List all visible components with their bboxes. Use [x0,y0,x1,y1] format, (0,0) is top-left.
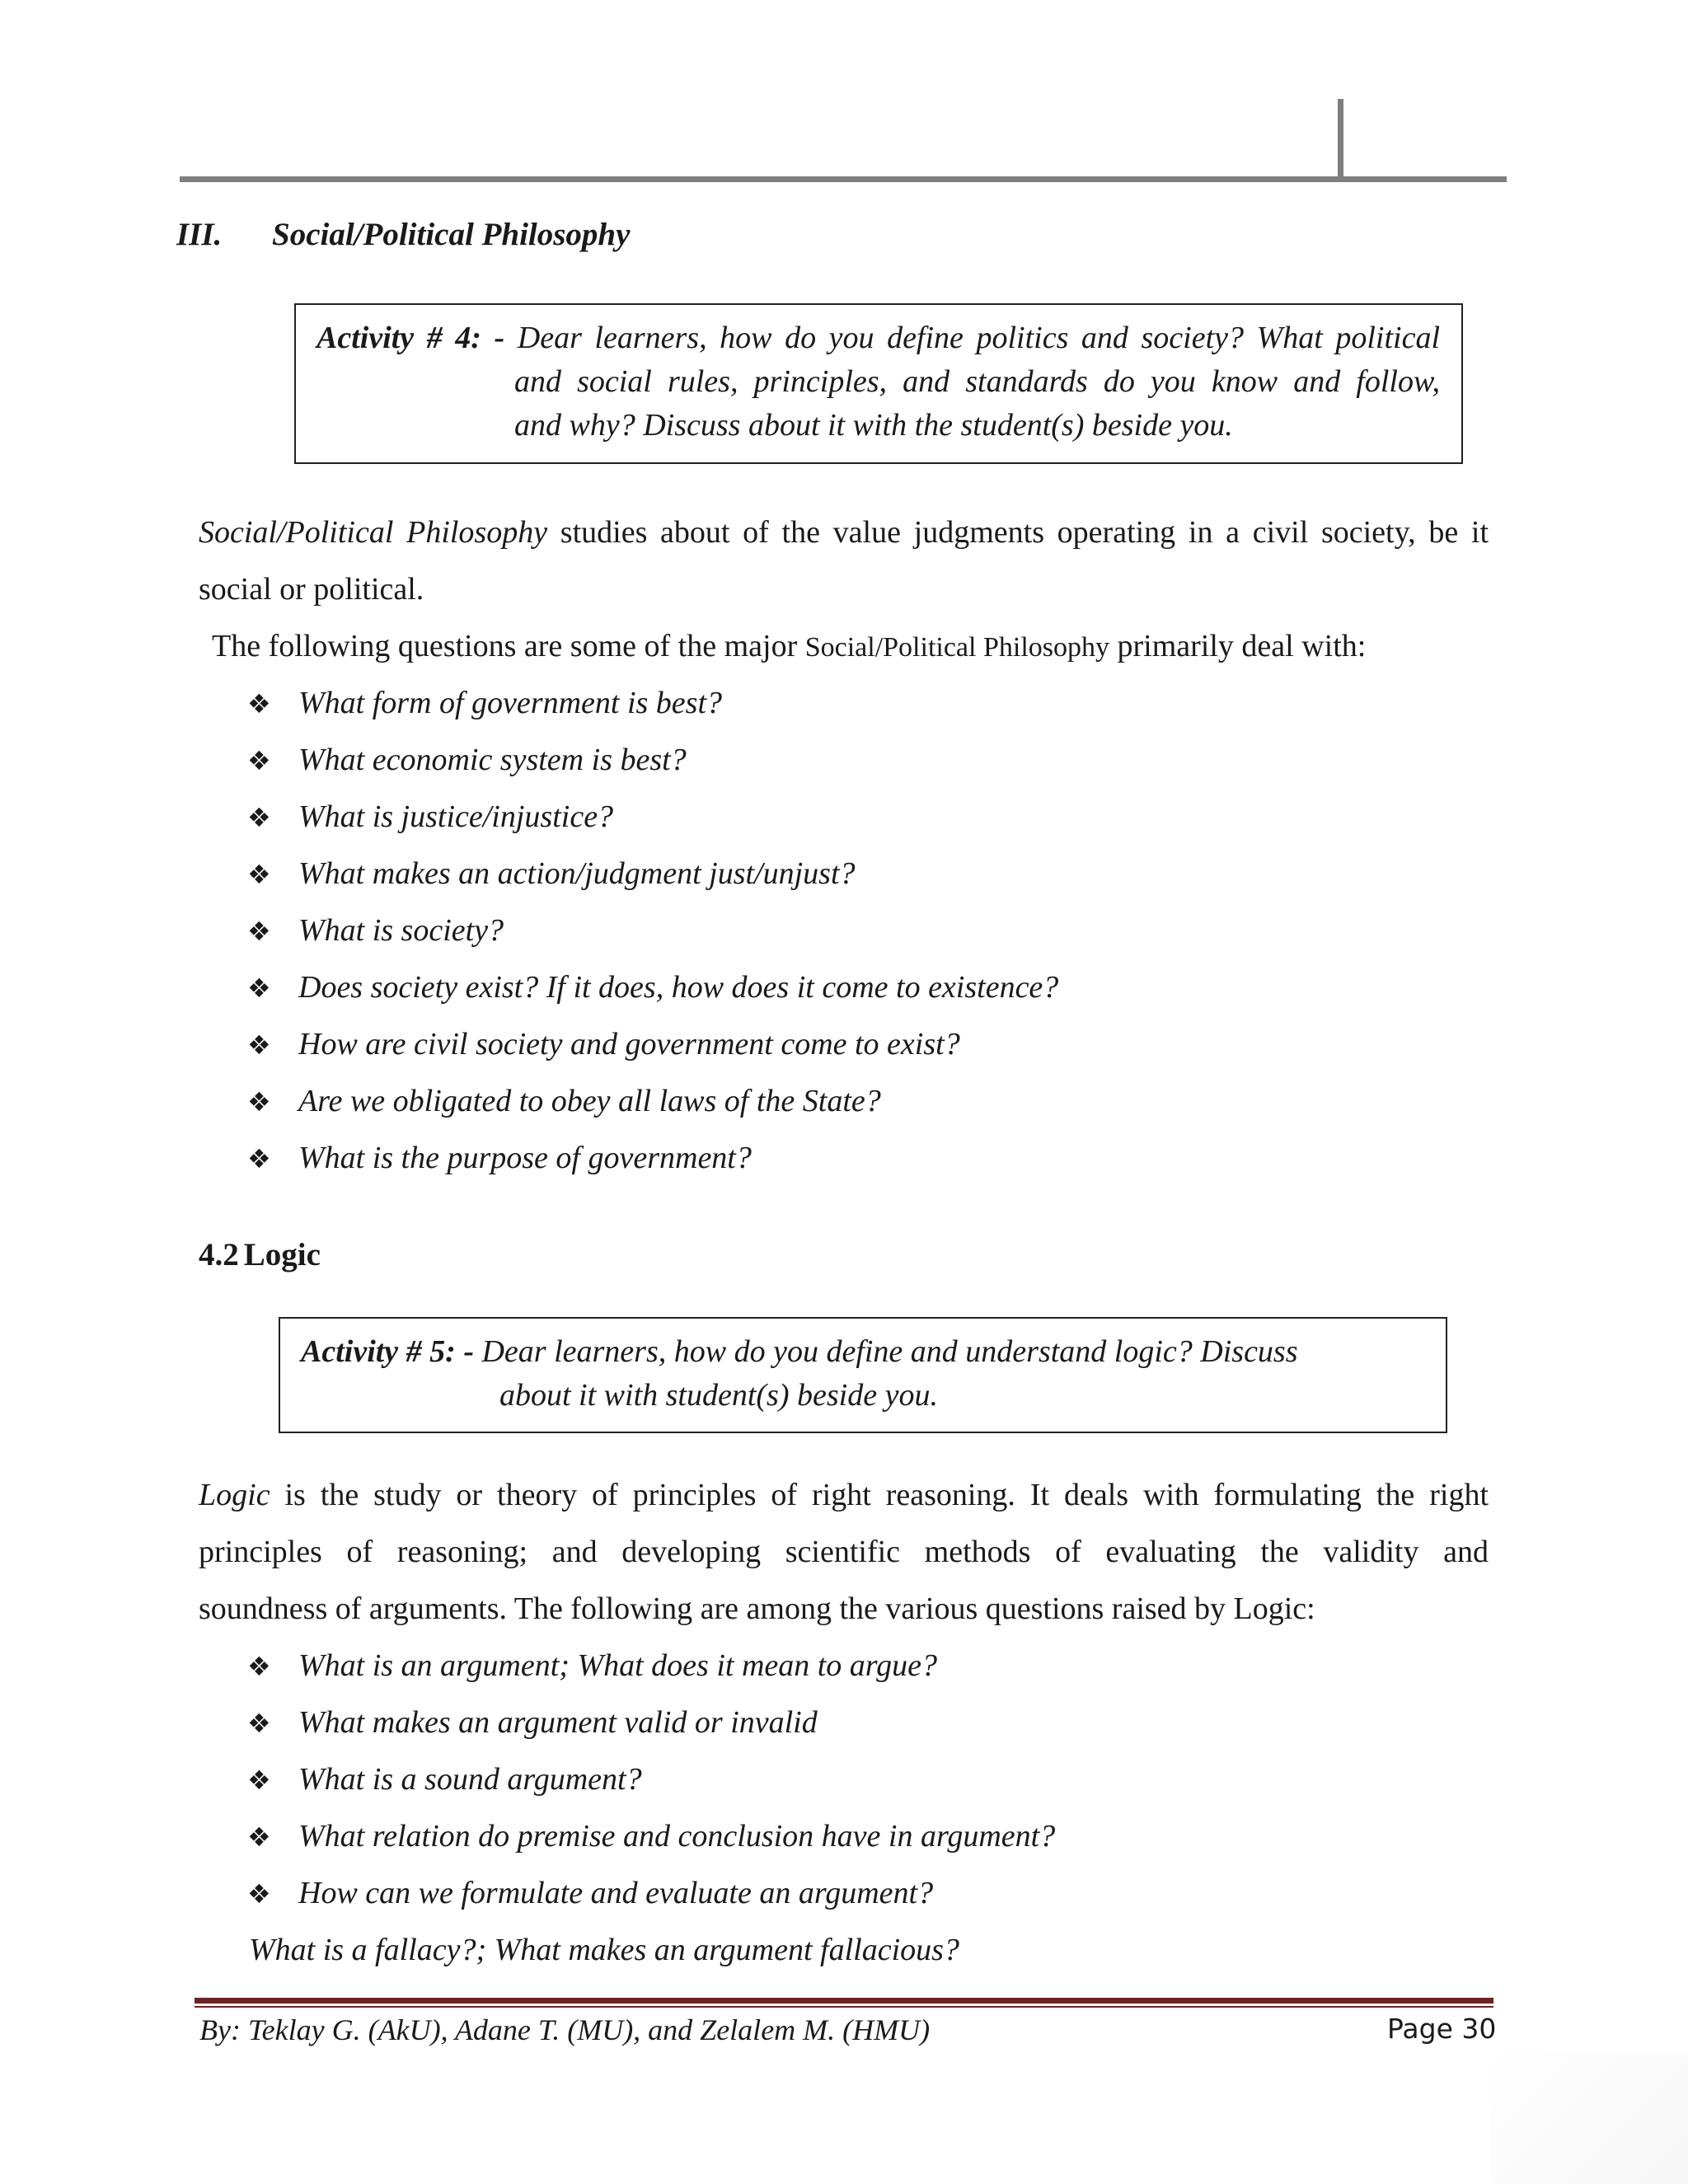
list-item: ❖ What relation do premise and conclusion have in argument? [247,1808,1055,1865]
footer-rule-thick [195,1998,1493,2004]
header-rule [180,176,1507,182]
social-para-line-2: social or political. [199,572,424,607]
list-item: ❖ How are civil society and government come to exist? [247,1016,1058,1073]
social-para-line-1 [199,504,1489,561]
activity-4-line-2: and social rules, principles, and standards do you know and follow, [514,364,1440,399]
list-item: ❖ Are we obligated to obey all laws of the State? [247,1073,1058,1130]
list-item: ❖ What makes an action/judgment just/unjust? [247,846,1058,902]
logic-para-line-3: soundness of arguments. The following are among the various questions raised by Logic: [199,1591,1315,1626]
social-para-term: Social/Political Philosophy [199,515,548,550]
bullet-diamond-icon: ❖ [247,688,271,719]
bullet-diamond-icon: ❖ [247,916,271,947]
social-para-line-3 [212,618,1366,676]
bullet-diamond-icon: ❖ [247,802,271,833]
social-question-list [247,675,1058,1187]
bullet-diamond-icon: ❖ [247,1029,271,1061]
section-title: Social/Political Philosophy [272,217,631,252]
logic-para-line-2: principles of reasoning; and developing scientific methods of evaluating the validity and [199,1535,1489,1569]
social-para-line-3-term: Social/Political Philosophy [804,632,1110,663]
bullet-diamond-icon: ❖ [247,972,271,1004]
list-item: ❖ Does society exist? If it does, how does it come to existence? [247,959,1058,1016]
activity-5-line-2: about it with student(s) beside you. [499,1378,938,1413]
activity-4-box [294,303,1463,464]
list-item: ❖ What is a sound argument? [247,1751,1055,1808]
bullet-diamond-icon: ❖ [247,1765,271,1796]
header-tick-divider [1338,99,1343,180]
list-item: ❖ What is society? [247,902,1058,959]
page-corner-shadow [1490,2052,1688,2184]
bullet-diamond-icon: ❖ [247,1708,271,1739]
bullet-diamond-icon: ❖ [247,745,271,776]
list-item: ❖ What economic system is best? [247,732,1058,789]
bullet-diamond-icon: ❖ [247,1651,271,1682]
social-para-line-1-text: studies about of the value judgments operating in a civil society, be it [560,515,1489,550]
logic-heading [199,1236,321,1273]
footer-page-number: Page 30 [1387,2013,1497,2045]
bullet-diamond-icon: ❖ [247,1086,271,1118]
footer-authors: By: Teklay G. (AkU), Adane T. (MU), and Zelalem M. (HMU) [199,2013,931,2046]
logic-heading-title: Logic [243,1237,321,1272]
bullet-diamond-icon: ❖ [247,1878,271,1910]
social-para-line-3-pre: The following questions are some of the major [212,629,798,663]
logic-para-line-1 [199,1467,1489,1524]
list-item: ❖ What is justice/injustice? [247,789,1058,846]
activity-5-lead: Activity # 5: - [301,1334,474,1369]
activity-4-line-1 [316,316,1440,360]
logic-heading-number: 4.2 [199,1237,239,1272]
bullet-diamond-icon: ❖ [247,1143,271,1174]
section-number: III. [176,217,223,252]
list-item: ❖ What is the purpose of government? [247,1130,1058,1187]
list-item: ❖ What is an argument; What does it mean to argue? [247,1638,1055,1694]
logic-para-term: Logic [199,1478,270,1512]
footer-rule-thin [195,2006,1493,2008]
list-item: ❖ How can we formulate and evaluate an argument? [247,1865,1055,1922]
activity-5-text-1: Dear learners, how do you define and understand logic? Discuss [481,1334,1298,1369]
logic-last-question: What is a fallacy?; What makes an argument fallacious? [249,1933,959,1967]
activity-5-line-1 [301,1330,1426,1374]
list-item: ❖ What form of government is best? [247,675,1058,732]
list-item: ❖ What makes an argument valid or invalid [247,1694,1055,1751]
bullet-diamond-icon: ❖ [247,1821,271,1853]
bullet-diamond-icon: ❖ [247,859,271,890]
logic-para-line-1-text: is the study or theory of principles of right reasoning. It deals with formulating the right [284,1478,1489,1512]
section-heading [176,216,630,253]
logic-question-list [247,1638,1055,1922]
activity-4-text-1: Dear learners, how do you define politics and society? What political [517,321,1440,355]
activity-4-lead: Activity # 4: - [316,321,505,355]
activity-5-box [279,1317,1447,1433]
social-para-line-3-post: primarily deal with: [1117,629,1367,663]
activity-4-line-3: and why? Discuss about it with the student(s) beside you. [514,408,1233,443]
